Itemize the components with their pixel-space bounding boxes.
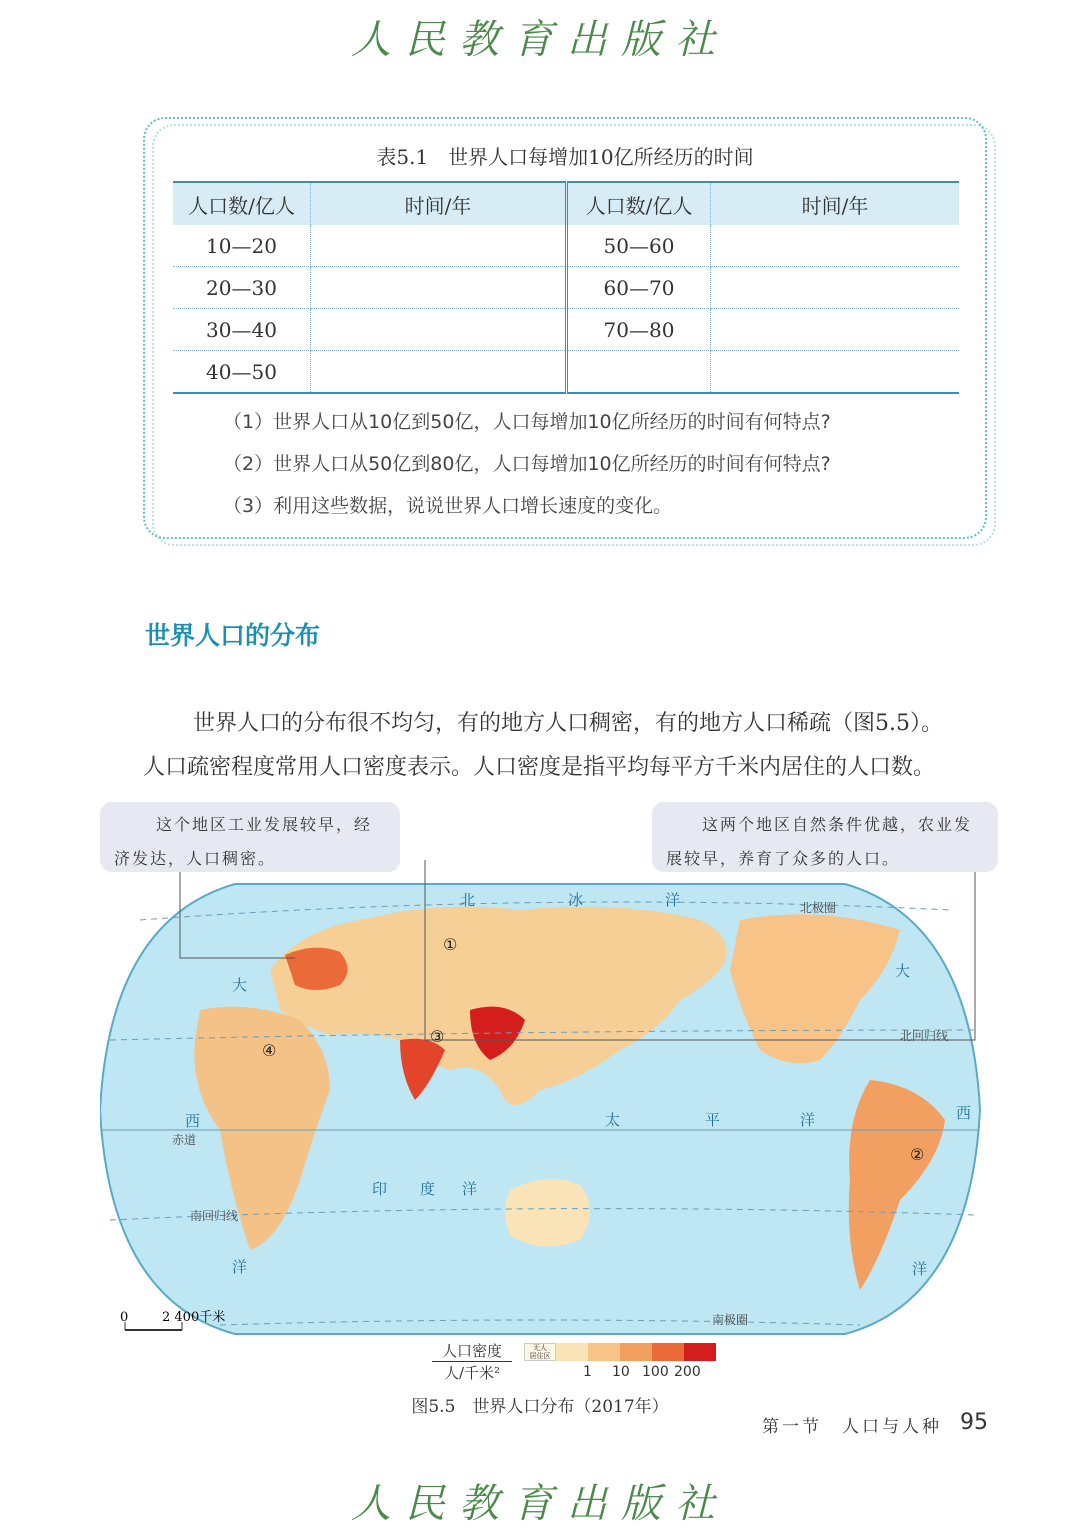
atlantic-ocean-label: 大 xyxy=(895,962,911,980)
table-cell: 70—80 xyxy=(567,309,711,351)
pacific-ocean-label: 平 xyxy=(705,1111,721,1129)
legend-tick-10: 10 xyxy=(612,1364,630,1380)
publisher-watermark-bottom: 人民教育出版社 xyxy=(351,1481,729,1527)
region-marker-1: ① xyxy=(443,935,458,954)
table-cell xyxy=(311,309,567,351)
question-1: （1）世界人口从10亿到50亿，人口每增加10亿所经历的时间有何特点? xyxy=(223,411,831,433)
question-2: （2）世界人口从50亿到80亿，人口每增加10亿所经历的时间有何特点? xyxy=(223,453,831,475)
figure-caption: 图5.5 世界人口分布（2017年） xyxy=(411,1397,669,1417)
legend-swatch-no-people: 无人 居住区 xyxy=(524,1343,556,1361)
arctic-ocean-label: 北 xyxy=(460,891,476,909)
scale-bar xyxy=(120,1309,225,1330)
footer-section-title: 第一节 人口与人种 xyxy=(762,1417,942,1437)
header-population-1: 人口数/亿人 xyxy=(173,182,311,225)
callout-left-line-2: 济发达，人口稠密。 xyxy=(114,849,277,868)
arctic-circle-label: 北极圈 xyxy=(800,901,837,915)
atlantic-ocean-label: 西 xyxy=(956,1104,972,1122)
legend-tick-100: 100 xyxy=(642,1364,669,1380)
legend-swatch xyxy=(684,1343,716,1361)
pacific-ocean-label: 太 xyxy=(605,1111,621,1129)
region-marker-4: ④ xyxy=(262,1041,277,1060)
table-cell xyxy=(711,309,960,351)
question-3: （3）利用这些数据，说说世界人口增长速度的变化。 xyxy=(223,495,673,517)
legend-swatch xyxy=(556,1343,588,1361)
callout-right xyxy=(652,802,998,872)
arctic-ocean-label: 洋 xyxy=(665,891,681,909)
section-title: 世界人口的分布 xyxy=(145,621,321,650)
publisher-watermark-top: 人民教育出版社 xyxy=(351,17,729,63)
body-paragraph-line-1: 世界人口的分布很不均匀，有的地方人口稠密，有的地方人口稀疏（图5.5）。 xyxy=(193,711,943,736)
australia-landmass xyxy=(505,1179,590,1247)
atlantic-ocean-label: 大 xyxy=(232,976,248,994)
header-time-2: 时间/年 xyxy=(711,182,960,225)
indian-ocean-label: 印 xyxy=(372,1180,388,1198)
tropic-of-capricorn-label: 南回归线 xyxy=(190,1209,239,1223)
table-row xyxy=(173,309,959,351)
scale-zero: 0 xyxy=(120,1310,129,1325)
legend-title: 人口密度 xyxy=(432,1340,512,1362)
table-header-row xyxy=(173,182,959,225)
callout-right-line-1: 这两个地区自然条件优越，农业发 xyxy=(702,815,973,834)
atlantic-ocean-label: 洋 xyxy=(232,1258,248,1276)
table-cell: 30—40 xyxy=(173,309,311,351)
legend-swatches xyxy=(524,1343,716,1361)
table-cell: 50—60 xyxy=(567,225,711,267)
legend-swatch xyxy=(620,1343,652,1361)
page-number: 95 xyxy=(960,1410,988,1435)
header-population-2: 人口数/亿人 xyxy=(567,182,711,225)
table-cell xyxy=(711,225,960,267)
table-cell: 40—50 xyxy=(173,351,311,394)
legend-unit: 人/千米² xyxy=(443,1364,501,1382)
table-caption: 表5.1 世界人口每增加10亿所经历的时间 xyxy=(376,145,754,169)
body-paragraph-line-2: 人口疏密程度常用人口密度表示。人口密度是指平均每平方千米内居住的人口数。 xyxy=(143,755,936,780)
atlantic-ocean-label: 西 xyxy=(185,1112,201,1130)
pacific-ocean-label: 洋 xyxy=(800,1111,816,1129)
scale-distance: 2 400千米 xyxy=(162,1310,226,1325)
table-cell: 10—20 xyxy=(173,225,311,267)
tropic-of-cancer-label: 北回归线 xyxy=(900,1029,949,1043)
table-row xyxy=(173,267,959,309)
region-marker-2: ② xyxy=(910,1145,925,1164)
legend-tick-1: 1 xyxy=(583,1364,592,1380)
table-cell xyxy=(311,225,567,267)
table-cell xyxy=(567,351,711,394)
world-population-map xyxy=(100,860,990,1340)
table-cell xyxy=(711,267,960,309)
legend-swatch xyxy=(652,1343,684,1361)
greenland-landmass xyxy=(920,890,970,933)
equator-label: 赤道 xyxy=(172,1133,197,1147)
region-marker-3: ③ xyxy=(430,1027,445,1046)
atlantic-ocean-label: 洋 xyxy=(912,1260,928,1278)
table-cell xyxy=(711,351,960,394)
table-cell: 20—30 xyxy=(173,267,311,309)
question-list xyxy=(223,401,831,527)
arctic-ocean-label: 冰 xyxy=(568,891,584,909)
table-row xyxy=(173,351,959,394)
legend-swatch xyxy=(588,1343,620,1361)
table-cell: 60—70 xyxy=(567,267,711,309)
legend-tick-200: 200 xyxy=(674,1364,701,1380)
header-time-1: 时间/年 xyxy=(311,182,567,225)
table-cell xyxy=(311,267,567,309)
callout-right-line-2: 展较早，养育了众多的人口。 xyxy=(666,849,901,868)
antarctic-circle-label: 南极圈 xyxy=(712,1313,749,1327)
indian-ocean-label: 度 xyxy=(420,1180,436,1198)
table-row xyxy=(173,225,959,267)
callout-left xyxy=(100,802,400,872)
indian-ocean-label: 洋 xyxy=(462,1180,478,1198)
table-box xyxy=(143,117,987,539)
table-cell xyxy=(311,351,567,394)
callout-left-line-1: 这个地区工业发展较早，经 xyxy=(156,815,373,834)
population-table xyxy=(173,181,959,394)
